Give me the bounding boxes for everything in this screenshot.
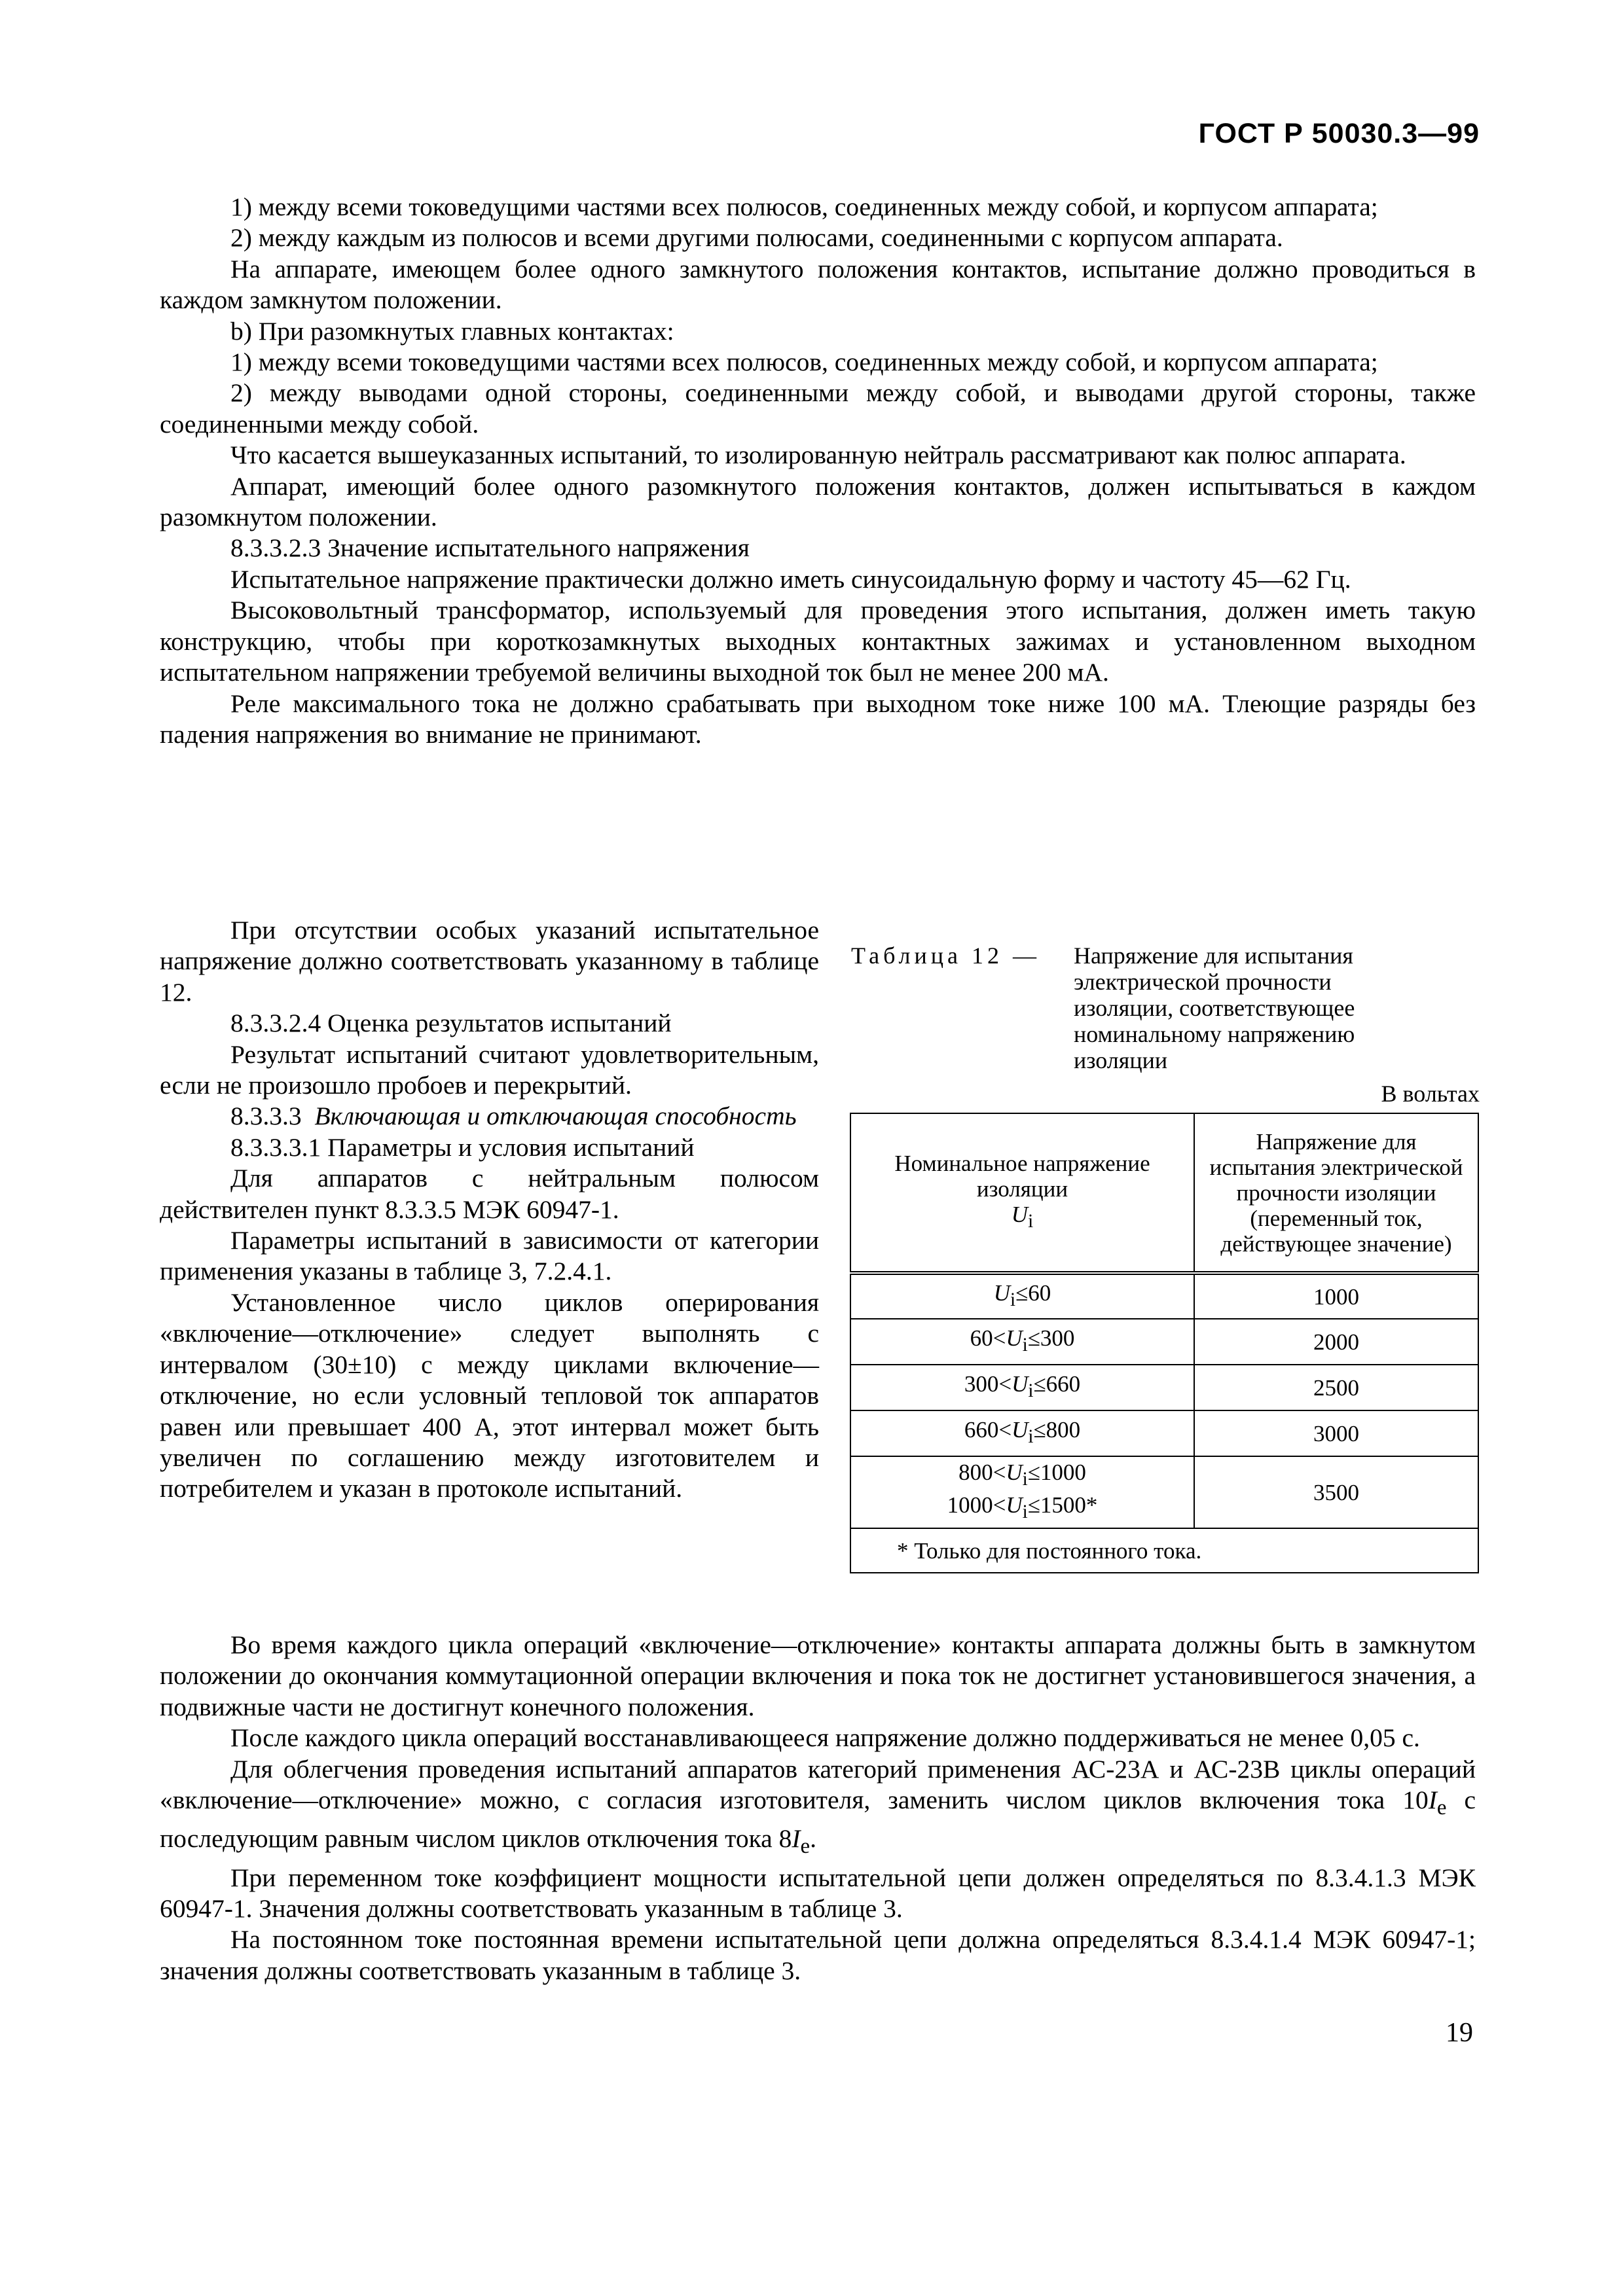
paragraph: 2) между выводами одной стороны, соединенными между собой, и выводами другой стороны, также соединенными между собой. bbox=[160, 378, 1476, 439]
section-heading: 8.3.3.2.4 Оценка результатов испытаний bbox=[230, 1009, 672, 1038]
paragraph: Для аппаратов с нейтральным полюсом действителен пункт 8.3.3.5 МЭК 60947-1. bbox=[160, 1164, 819, 1224]
section-heading bbox=[160, 1101, 819, 1132]
caption-line: Напряжение для испытания bbox=[1074, 942, 1353, 969]
cell-nominal: $800<U_i\le 1000$ $1000<U_i\le 1500*$ bbox=[850, 1456, 1194, 1528]
page-number: 19 bbox=[1446, 2018, 1473, 2048]
table-header-row bbox=[850, 1113, 1478, 1273]
table-row bbox=[850, 1410, 1478, 1456]
top-text-block bbox=[160, 192, 1476, 750]
cell-test-voltage: 1000 bbox=[1194, 1273, 1478, 1319]
caption-line: изоляции, соответствующее bbox=[1074, 995, 1355, 1021]
table-caption-text bbox=[1074, 942, 1421, 1073]
table-row bbox=[850, 1365, 1478, 1410]
header-nominal-voltage: Номинальное напряжение изоляции $U_i$ bbox=[850, 1113, 1194, 1273]
cell-test-voltage: 2500 bbox=[1194, 1365, 1478, 1410]
cell-nominal: $660<U_i\le 800$ bbox=[850, 1410, 1194, 1456]
paragraph: Параметры испытаний в зависимости от категории применения указаны в таблице 3, 7.2.4.1. bbox=[160, 1226, 819, 1286]
cell-test-voltage: 3500 bbox=[1194, 1456, 1478, 1528]
cell-test-voltage: 2000 bbox=[1194, 1319, 1478, 1365]
paragraph: Что касается вышеуказанных испытаний, то изолированную нейтраль рассматривают как полюс аппарата. bbox=[230, 440, 1406, 470]
paragraph: Для облегчения проведения испытаний аппаратов категорий применения АС-23А и АС-23В циклы операций «включение—отключение» можно, с согласия изготовителя, заменить числом циклов включения тока $10I_e$ с последующим равным числом циклов отключения тока $8I_e$. bbox=[160, 1754, 1476, 1859]
paragraph: 1) между всеми токоведущими частями всех полюсов, соединенных между собой, и корпусом аппарата; bbox=[230, 348, 1378, 377]
paragraph: b) При разомкнутых главных контактах: bbox=[230, 316, 674, 346]
paragraph: 2) между каждым из полюсов и всеми другими полюсами, соединенными с корпусом аппарата. bbox=[230, 223, 1283, 253]
cell-nominal: $U_i\le 60$ bbox=[850, 1273, 1194, 1319]
paragraph: На постоянном токе постоянная времени испытательной цепи должна определяться 8.3.4.1.4 МЭК 60947-1; значения должны соответствовать указанным в таблице 3. bbox=[160, 1925, 1476, 1985]
paragraph: После каждого цикла операций восстанавливающееся напряжение должно поддерживаться не менее 0,05 с. bbox=[230, 1723, 1420, 1753]
section-title: Включающая и отключающая способность bbox=[314, 1102, 797, 1131]
bottom-text-block bbox=[160, 1630, 1476, 1986]
cell-test-voltage: 3000 bbox=[1194, 1410, 1478, 1456]
caption-line: изоляции bbox=[1074, 1047, 1168, 1073]
table-units: В вольтах bbox=[1381, 1081, 1480, 1107]
table-footnote: * Только для постоянного тока. bbox=[850, 1528, 1478, 1573]
cell-nominal: $60<U_i\le 300$ bbox=[850, 1319, 1194, 1365]
paragraph: Установленное число циклов оперирования «включение—отключение» следует выполнять с интервалом (30±10) с между циклами включение—отключение, но если условный тепловой ток аппаратов равен или превышает 400 А, этот интервал может быть увеличен по соглашению между изготовителем и потребителем и указан в протоколе испытаний. bbox=[160, 1287, 819, 1503]
paragraph: Реле максимального тока не должно срабатывать при выходном токе ниже 100 мА. Тлеющие разряды без падения напряжения во внимание не принимают. bbox=[160, 689, 1476, 749]
table-12 bbox=[850, 1113, 1479, 1573]
document-header: ГОСТ Р 50030.3—99 bbox=[1198, 118, 1480, 149]
table-caption-label: Таблица 12 — bbox=[851, 942, 1040, 969]
section-heading: 8.3.3.2.3 Значение испытательного напряжения bbox=[230, 533, 750, 563]
table-row bbox=[850, 1319, 1478, 1365]
paragraph: При переменном токе коэффициент мощности испытательной цепи должен определяться по 8.3.4.1.3 МЭК 60947-1. Значения должны соответствовать указанным в таблице 3. bbox=[160, 1863, 1476, 1924]
paragraph: 1) между всеми токоведущими частями всех полюсов, соединенных между собой, и корпусом аппарата; bbox=[230, 192, 1378, 221]
paragraph: На аппарате, имеющем более одного замкнутого положения контактов, испытание должно проводиться в каждом замкнутом положении. bbox=[160, 254, 1476, 315]
cell-nominal: $300<U_i\le 660$ bbox=[850, 1365, 1194, 1410]
paragraph: При отсутствии особых указаний испытательное напряжение должно соответствовать указанному в таблице 12. bbox=[160, 916, 819, 1007]
paragraph: Аппарат, имеющий более одного разомкнутого положения контактов, должен испытываться в каждом разомкнутом положении. bbox=[160, 471, 1476, 532]
paragraph: Во время каждого цикла операций «включение—отключение» контакты аппарата должны быть в замкнутом положении до окончания коммутационной операции включения и пока ток не достигнет установившегося значения, а подвижные части не достигнут конечного положения. bbox=[160, 1630, 1476, 1721]
section-number: 8.3.3.3 bbox=[230, 1102, 302, 1131]
table-row bbox=[850, 1273, 1478, 1319]
left-column-text bbox=[160, 915, 819, 1505]
caption-line: электрической прочности bbox=[1074, 969, 1332, 995]
paragraph: Высоковольтный трансформатор, используемый для проведения этого испытания, должен иметь такую конструкцию, чтобы при короткозамкнутых выходных контактных зажимах и установленном выходном испытательном напряжении требуемой величины выходной ток был не менее 200 мА. bbox=[160, 596, 1476, 687]
section-heading: 8.3.3.3.1 Параметры и условия испытаний bbox=[230, 1132, 695, 1162]
paragraph: Испытательное напряжение практически должно иметь синусоидальную форму и частоту 45—62 Гц. bbox=[230, 564, 1351, 594]
table-footnote-row bbox=[850, 1528, 1478, 1573]
paragraph: Результат испытаний считают удовлетворительным, если не произошло пробоев и перекрытий. bbox=[160, 1039, 819, 1100]
header-test-voltage: Напряжение для испытания электрической прочности изоляции (переменный ток, действующее значение) bbox=[1194, 1113, 1478, 1273]
caption-line: номинальному напряжению bbox=[1074, 1021, 1355, 1047]
table-row bbox=[850, 1456, 1478, 1528]
table-caption bbox=[851, 942, 1480, 1073]
